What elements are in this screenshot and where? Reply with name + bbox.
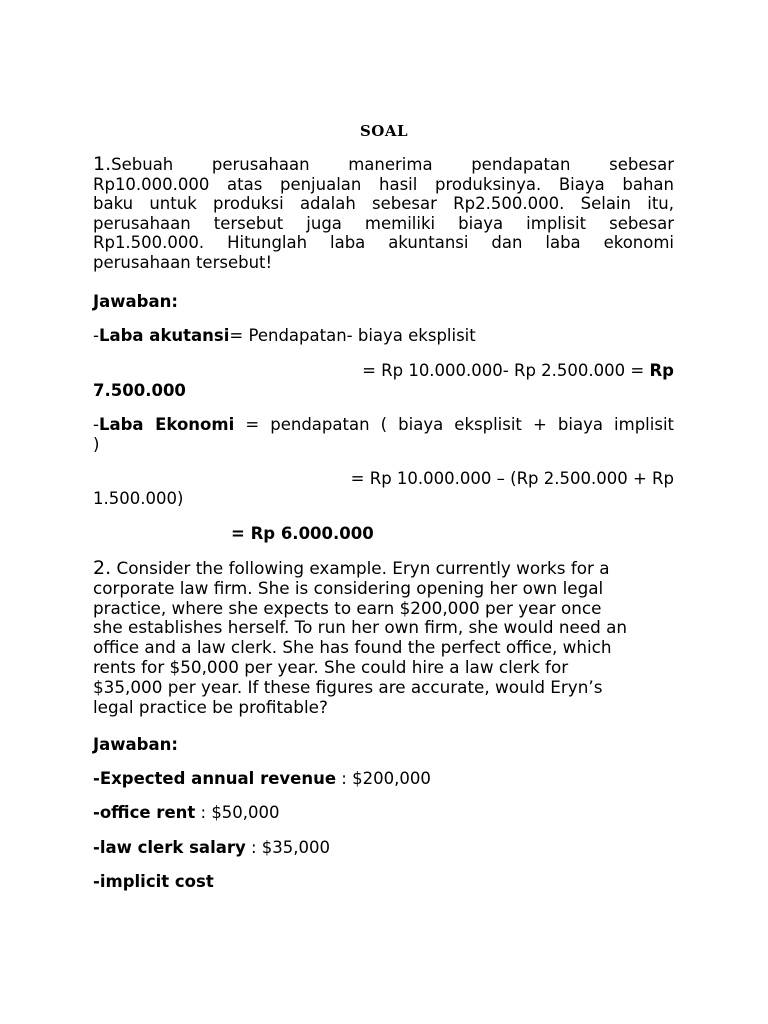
question-1-line: Rp10.000.000 atas penjualan hasil produksinya. Biaya bahan [93, 174, 674, 194]
laba-akuntansi-label: Laba akutansi [98, 326, 230, 345]
laba-akuntansi-formula: -Laba akutansi= Pendapatan- biaya eksplisit [93, 326, 476, 345]
laba-ekonomi-formula: -Laba Ekonomi = pendapatan ( biaya eksplisit + biaya implisit ) [93, 415, 674, 454]
question-1 [93, 155, 674, 273]
laba-akuntansi-result-value: 7.500.000 [93, 381, 186, 400]
question-2-line: she establishes herself. To run her own firm, she would need an [93, 617, 628, 638]
question-1-line: 1.Sebuah perusahaan manerima pendapatan sebesar [93, 153, 674, 175]
answer-item-value: : $35,000 [245, 838, 331, 857]
question-1-line: perusahaan tersebut! [93, 252, 273, 272]
question-2-line: 2. Consider the following example. Eryn currently works for a [93, 557, 610, 579]
answer-item-label: -law clerk salary [93, 838, 246, 857]
question-1-line: Rp1.500.000. Hitunglah laba akuntansi dan laba ekonomi [93, 233, 674, 253]
question-2-line: office and a law clerk. She has found the perfect office, which [93, 637, 612, 658]
laba-ekonomi-label: Laba Ekonomi [98, 415, 235, 434]
question-2-line: rents for $50,000 per year. She could hire a law clerk for [93, 656, 569, 677]
laba-ekonomi-calc: = Rp 10.000.000 – (Rp 2.500.000 + Rp 1.500.000) [93, 469, 674, 508]
answer-item-value: : $50,000 [195, 803, 280, 822]
question-2-line: practice, where she expects to earn $200,000 per year once [93, 597, 602, 618]
question-2-line: corporate law firm. She is considering opening her own legal [93, 577, 604, 598]
answer-item-label: -office rent [93, 803, 196, 822]
answer-item [93, 838, 674, 858]
answer-item [93, 803, 674, 823]
laba-akuntansi-result: Rp [649, 361, 674, 380]
answer-item-value: : $200,000 [336, 769, 431, 788]
answer-item [93, 769, 674, 789]
answer-item-label: -Expected annual revenue [93, 769, 337, 788]
page-title: SOAL [359, 122, 409, 140]
question-2-line: legal practice be profitable? [93, 696, 328, 717]
question-1-line: perusahaan tersebut juga memiliki biaya implisit sebesar [93, 213, 674, 233]
answer-label-1: Jawaban: [93, 292, 178, 311]
question-2 [93, 559, 674, 717]
laba-akuntansi-calc: = Rp 10.000.000- Rp 2.500.000 = Rp [362, 361, 674, 380]
question-2-number: 2. [93, 557, 112, 579]
answer-item [93, 872, 674, 892]
laba-ekonomi-result: = Rp 6.000.000 [231, 524, 374, 543]
answer-item-label: -implicit cost [93, 872, 214, 891]
question-1-number: 1. [93, 153, 112, 175]
answer-label-2: Jawaban: [93, 735, 178, 754]
question-1-line: baku untuk produksi adalah sebesar Rp2.500.000. Selain itu, [93, 194, 674, 214]
question-2-line: $35,000 per year. If these figures are accurate, would Eryn’s [93, 676, 603, 697]
